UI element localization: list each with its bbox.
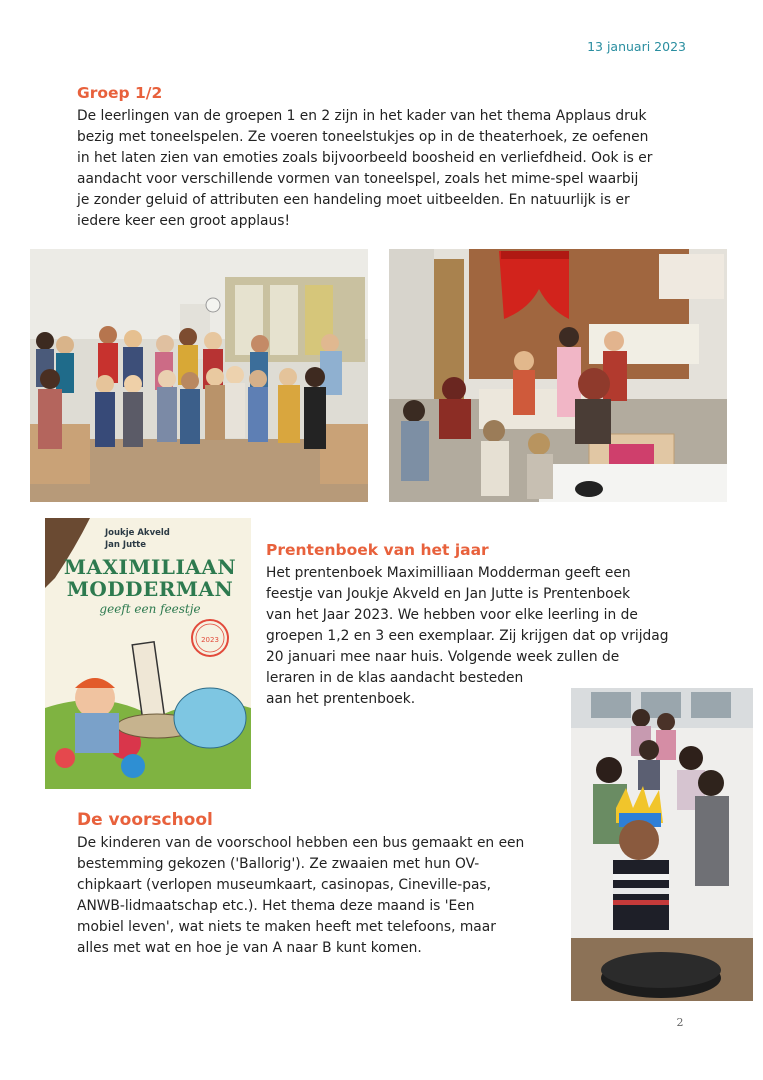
text-line: De kinderen van de voorschool hebben een bus gemaakt en een <box>77 835 525 851</box>
svg-text:2023: 2023 <box>201 636 219 644</box>
book-title-line: MODDERMAN <box>66 577 234 601</box>
groep-paragraph <box>77 106 697 232</box>
text-line: je zonder geluid of attributen een handeling moet uitbeelden. En natuurlijk is er <box>77 192 630 208</box>
book-author: Joukje Akveld <box>105 528 170 538</box>
text-line: mobiel leven', wat niets te maken heeft met telefoons, maar <box>77 919 496 935</box>
text-line: feestje van Joukje Akveld en Jan Jutte is Prentenboek <box>266 586 631 602</box>
section-heading-prentenboek: Prentenboek van het jaar <box>266 541 489 559</box>
text-line: alles met wat en hoe je van A naar B kunt komen. <box>77 940 422 956</box>
text-line: van het Jaar 2023. We hebben voor elke leerling in de <box>266 607 638 623</box>
text-line: De leerlingen van de groepen 1 en 2 zijn in het kader van het thema Applaus druk <box>77 108 647 124</box>
text-line: leraren in de klas aandacht besteden <box>266 670 524 686</box>
text-line: bestemming gekozen ('Ballorig'). Ze zwaaien met hun OV- <box>77 856 480 872</box>
photo-theater-corner <box>389 249 727 502</box>
text-line: aan het prentenboek. <box>266 691 416 707</box>
section-heading-voorschool: De voorschool <box>77 810 213 830</box>
text-line: Het prentenboek Maximilliaan Modderman geeft een <box>266 565 631 581</box>
book-cover-maximiliaan <box>45 518 251 789</box>
section-heading-groep: Groep 1/2 <box>77 84 163 102</box>
text-line: groepen 1,2 en 3 een exemplaar. Zij krijgen dat op vrijdag <box>266 628 669 644</box>
photo-class-group <box>30 249 368 502</box>
text-line: 20 januari mee naar huis. Volgende week zullen de <box>266 649 620 665</box>
text-line: chipkaart (verlopen museumkaart, casinopas, Cineville-pas, <box>77 877 491 893</box>
text-line: in het laten zien van emoties zoals bijvoorbeeld boosheid en verliefdheid. Ook is er <box>77 150 653 166</box>
text-line: bezig met toneelspelen. Ze voeren toneelstukjes op in de theaterhoek, ze oefenen <box>77 129 649 145</box>
text-line: aandacht voor verschillende vormen van toneelspel, zoals het mime-spel waarbij <box>77 171 639 187</box>
text-line: ANWB-lidmaatschap etc.). Het thema deze maand is 'Een <box>77 898 475 914</box>
newsletter-date: 13 januari 2023 <box>587 39 686 54</box>
page-number: 2 <box>676 1016 684 1029</box>
text-line: iedere keer een groot applaus! <box>77 213 290 229</box>
photo-voorschool-children <box>571 688 753 1001</box>
book-subtitle: geeft een feestje <box>99 602 201 616</box>
book-illustrator: Jan Jutte <box>105 540 147 550</box>
book-title <box>55 556 245 600</box>
book-title-line: MAXIMILIAAN <box>63 555 237 579</box>
voorschool-paragraph <box>77 833 557 959</box>
